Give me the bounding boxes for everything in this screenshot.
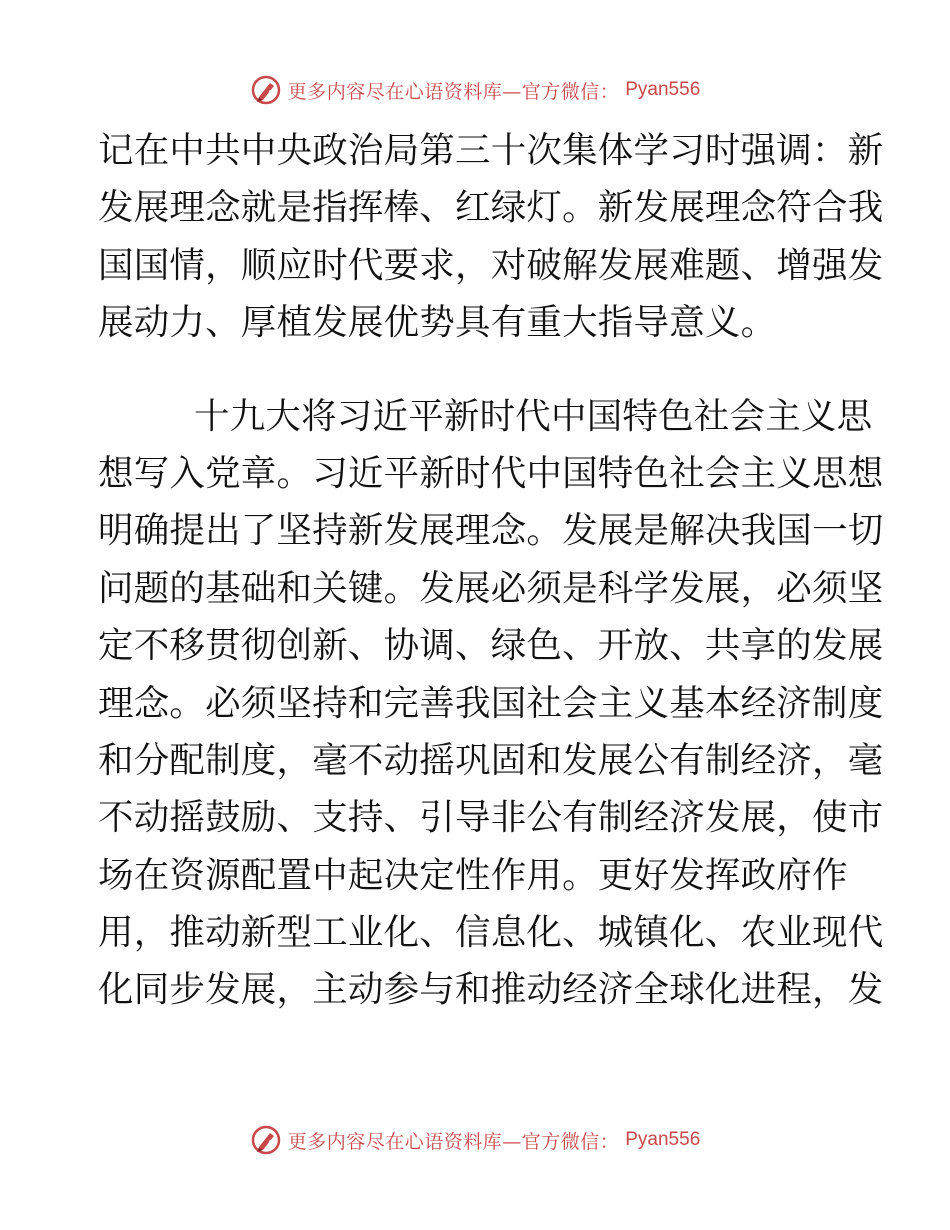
watermark-wechat-id: Pyan556 bbox=[625, 79, 701, 100]
text-line: 不动摇鼓励、支持、引导非公有制经济发展，使市 bbox=[98, 797, 884, 839]
document-body bbox=[98, 122, 884, 1019]
pen-logo-icon bbox=[250, 1124, 282, 1156]
paragraph-2 bbox=[98, 388, 884, 1019]
text-line: 十九大将习近平新时代中国特色社会主义思 bbox=[194, 395, 873, 437]
text-line: 和分配制度，毫不动摇巩固和发展公有制经济，毫 bbox=[98, 739, 884, 781]
text-line: 展动力、厚植发展优势具有重大指导意义。 bbox=[98, 302, 777, 344]
text-line: 用，推动新型工业化、信息化、城镇化、农业现代 bbox=[98, 912, 884, 954]
text-line: 发展理念就是指挥棒、红绿灯。新发展理念符合我 bbox=[98, 187, 884, 229]
text-line: 记在中共中央政治局第三十次集体学习时强调：新 bbox=[98, 130, 884, 171]
footer-watermark bbox=[0, 1122, 950, 1158]
text-line: 定不移贯彻创新、协调、绿色、开放、共享的发展 bbox=[98, 625, 884, 667]
watermark-wechat-id: Pyan556 bbox=[625, 1129, 701, 1150]
paragraph-spacer bbox=[98, 352, 850, 388]
watermark-text: 更多内容尽在心语资料库—官方微信： bbox=[287, 80, 620, 103]
pen-logo-icon bbox=[250, 74, 282, 106]
paragraph-1 bbox=[98, 122, 884, 352]
text-line: 国国情，顺应时代要求，对破解发展难题、增强发 bbox=[98, 244, 884, 286]
text-line: 理念。必须坚持和完善我国社会主义基本经济制度 bbox=[98, 682, 884, 724]
text-line: 问题的基础和关键。发展必须是科学发展，必须坚 bbox=[98, 567, 884, 609]
header-watermark bbox=[0, 72, 950, 108]
text-line: 想写入党章。习近平新时代中国特色社会主义思想 bbox=[98, 452, 884, 494]
text-line: 明确提出了坚持新发展理念。发展是解决我国一切 bbox=[98, 510, 884, 552]
text-line: 场在资源配置中起决定性作用。更好发挥政府作 bbox=[98, 854, 848, 896]
text-line: 化同步发展，主动参与和推动经济全球化进程，发 bbox=[98, 969, 884, 1011]
watermark-text: 更多内容尽在心语资料库—官方微信： bbox=[287, 1130, 620, 1153]
